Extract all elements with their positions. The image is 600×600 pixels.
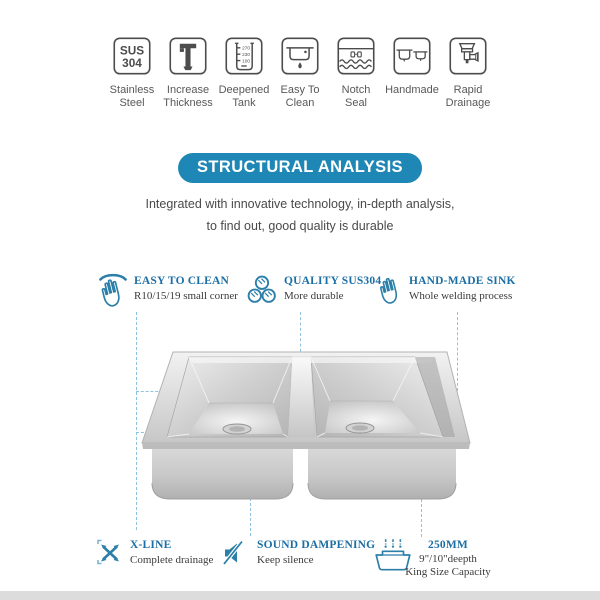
callout-easy-to-clean	[134, 275, 238, 302]
callout-sound-dampening	[257, 539, 375, 566]
feature-label: Deepened Tank	[218, 84, 270, 109]
hand-icon	[374, 272, 408, 308]
measuring-cup-icon	[223, 36, 265, 76]
wave-seal-icon	[335, 36, 377, 76]
sus304-icon	[111, 36, 153, 76]
callout-title: X-LINE	[130, 539, 172, 551]
double-basin-icon	[391, 36, 433, 76]
callout-title: QUALITY SUS304	[284, 275, 382, 287]
callout-250mm	[402, 539, 494, 578]
callout-title: HAND-MADE SINK	[409, 275, 516, 287]
section-description-line2: to find out, good quality is durable	[206, 219, 394, 233]
callout-subtitle2: King Size Capacity	[405, 566, 491, 578]
callout-title: EASY TO CLEAN	[134, 275, 230, 287]
callout-title: SOUND DAMPENING	[257, 539, 376, 551]
svg-text:304: 304	[122, 55, 142, 70]
feature-label: Easy To Clean	[280, 84, 320, 109]
feature-icon-row	[0, 36, 600, 110]
sink-product-image	[125, 345, 475, 505]
callout-subtitle: Whole welding process	[409, 290, 513, 302]
steel-pipes-icon	[246, 273, 279, 306]
hand-wipe-icon	[95, 270, 131, 308]
feature-label: Rapid Drainage	[445, 84, 491, 109]
callout-subtitle: More durable	[284, 290, 344, 302]
feature-handmade	[386, 36, 439, 110]
svg-text:100: 100	[242, 59, 251, 65]
svg-text:270: 270	[242, 46, 251, 52]
feature-easy-to-clean	[274, 36, 327, 110]
drain-fitting-icon	[447, 36, 489, 76]
feature-increase-thickness	[162, 36, 215, 110]
feature-label: Handmade	[385, 84, 439, 96]
section-title-banner: STRUCTURAL ANALYSIS	[178, 153, 422, 183]
x-arrows-icon	[94, 536, 126, 568]
callout-x-line	[130, 539, 213, 566]
callout-subtitle: Complete drainage	[130, 554, 214, 566]
callout-hand-made-sink	[409, 275, 516, 302]
callout-subtitle: R10/15/19 small corner	[134, 290, 238, 302]
bottom-gray-strip	[0, 591, 600, 600]
feature-rapid-drainage	[442, 36, 495, 110]
feature-label: Stainless Steel	[109, 84, 155, 109]
svg-text:230: 230	[242, 53, 251, 58]
feature-notch-seal	[330, 36, 383, 110]
callout-subtitle: 9"/10"deepth	[419, 553, 477, 565]
svg-text:SUS: SUS	[119, 43, 145, 58]
callout-subtitle: Keep silence	[257, 554, 314, 566]
callout-quality-sus304	[284, 275, 381, 302]
muted-speaker-icon	[221, 537, 253, 569]
feature-deepened-tank	[218, 36, 271, 110]
feature-stainless-steel	[106, 36, 159, 110]
caliper-icon	[167, 36, 209, 76]
feature-label: Increase Thickness	[163, 84, 213, 109]
callout-title: 250MM	[428, 539, 468, 551]
feature-label: Notch Seal	[341, 84, 371, 109]
section-description-line1: Integrated with innovative technology, in-depth analysis,	[145, 197, 455, 211]
sink-drop-icon	[279, 36, 321, 76]
